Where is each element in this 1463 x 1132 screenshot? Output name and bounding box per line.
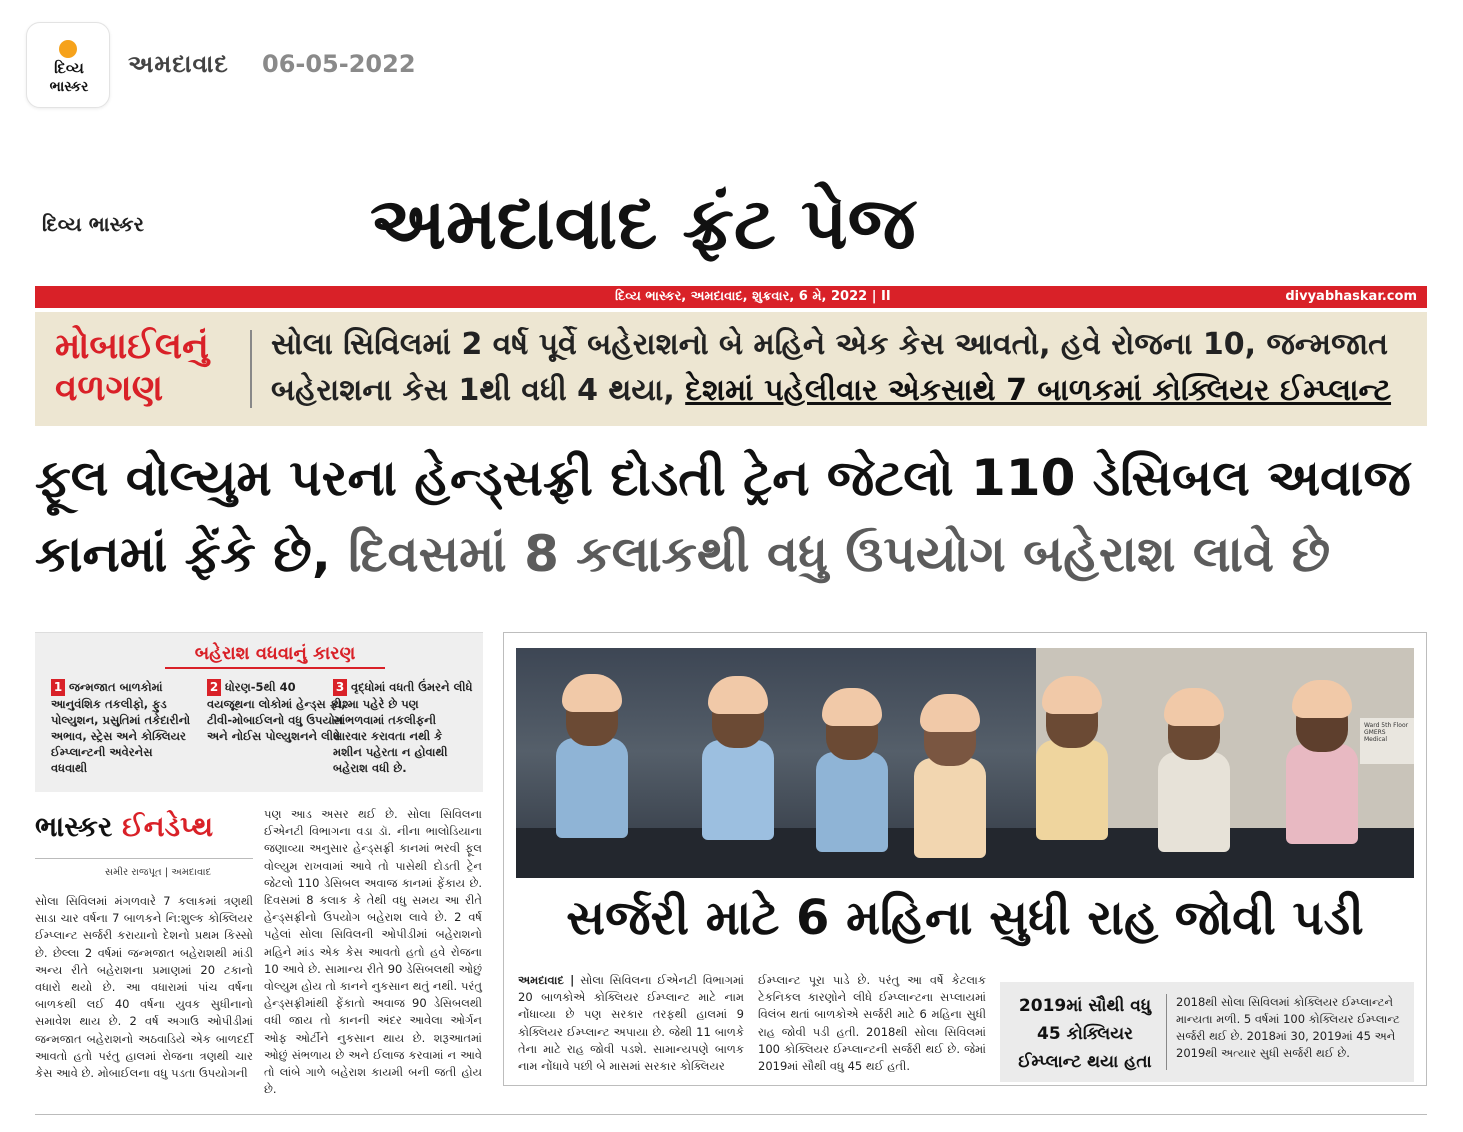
kicker-band bbox=[35, 312, 1427, 426]
reason-number: 1 bbox=[51, 679, 65, 696]
child-gown bbox=[1286, 744, 1358, 844]
article-dateline: અમદાવાદ | bbox=[518, 973, 575, 987]
app-header bbox=[0, 0, 1463, 130]
child-gown bbox=[556, 738, 628, 838]
bandage-icon bbox=[562, 674, 622, 712]
indepth-header bbox=[35, 810, 253, 878]
bottom-rule bbox=[35, 1114, 1427, 1115]
indepth-title-red: ઈનડેપ્થ bbox=[122, 810, 214, 843]
child-gown bbox=[1158, 752, 1230, 852]
reason-item bbox=[207, 679, 347, 744]
child-gown bbox=[816, 752, 888, 852]
kicker-label bbox=[55, 326, 255, 410]
edition-name: અમદાવાદ bbox=[128, 50, 229, 78]
headline-part2: દિવસમાં 8 કલાકથી વધુ ઉપયોગ બહેરાશ લાવે છે bbox=[348, 525, 1331, 583]
child-gown bbox=[1036, 740, 1108, 840]
article-column-3 bbox=[518, 972, 744, 1075]
kicker-text-underlined: દેશમાં પહેલીવાર એકસાથે 7 બાળકમાં કોક્લિયર ઈમ્પ્લાન્ટ bbox=[685, 373, 1392, 408]
kicker-label-line1: મોબાઈલનું bbox=[55, 326, 209, 367]
red-dateline-bar bbox=[35, 286, 1427, 308]
article-column-4: ઈમ્પ્લાન્ટ પૂરા પાડે છે. પરંતુ આ વર્ષે કેટલાક ટેકનિકલ કારણોને લીધે ઈમ્પ્લાન્ટના સપ્લાયમાં વિલંબ થતાં બાળકોએ સર્જરી માટે 6 મહિના સુધી રાહ જોવી પડી હતી. 2018થી સોલા સિવિલમાં 100 કોક્લિયર ઈમ્પ્લાન્ટની સર્જરી થઈ છે. જેમાં 2019માં સૌથી વધુ 45 થઈ હતી. bbox=[758, 973, 986, 1074]
fact-box-text: 2018થી સોલા સિવિલમાં કોક્લિયર ઈમ્પ્લાન્ટને માન્યતા મળી. 5 વર્ષમાં 100 કોક્લિયર ઈમ્પ્લાન્ટ સર્જરી થઈ છે. 2018માં 30, 2019માં 45 અને 2019થી અત્યાર સુધી સર્જરી થઈ છે. bbox=[1176, 995, 1400, 1060]
main-headline bbox=[35, 440, 1427, 592]
article-column-3-text: સોલા સિવિલના ઈએનટી વિભાગમાં 20 બાળકોએ કોક્લિયર ઈમ્પ્લાન્ટ માટે નામ નોંધાવ્યા છે પણ સરકાર તરફથી હાલમાં 9 કોક્લિયર ઈમ્પ્લાન્ટ અપાયા છે. જેથી 11 બાળકે તેના માટે રાહ જોવી પડશે. સામાન્યપણે બાળક નામ નોંધાવે પછી બે માસમાં સરકાર કોક્લિયર bbox=[518, 973, 744, 1074]
edition-date: 06-05-2022 bbox=[262, 50, 416, 78]
bandage-icon bbox=[822, 688, 882, 726]
children-photo bbox=[516, 648, 1414, 878]
bandage-icon bbox=[920, 694, 980, 732]
child-gown bbox=[702, 740, 774, 840]
article-column-1: સોલા સિવિલમાં મંગળવારે 7 કલાકમાં ત્રણથી સાડા ચાર વર્ષના 7 બાળકને નિ:શુલ્ક કોક્લિયર ઈમ્પ્લાન્ટ સર્જરી કરાયાનો દેશનો પ્રથમ કિસ્સો છે. છેલ્લા 2 વર્ષમાં જન્મજાત બહેરાશથી માંડી અન્ય રીતે બહેરાશના પ્રમાણમાં 20 ટકાનો વધારો થયો છે. આ વધારામાં પાંચ વર્ષના બાળકથી લઈ 40 વર્ષના યુવક સુધીનાનો સમાવેશ થાય છે. 2 વર્ષ અગાઉ ઓપીડીમાં જન્મજાત બહેરાશનો અઠવાડિયે એક બાળદર્દી આવતો હતો પરંતુ હાલમાં રોજના ત્રણથી ચાર કેસ આવે છે. મોબાઈલના વધુ પડતા ઉપયોગની bbox=[35, 894, 253, 1081]
reason-number: 3 bbox=[333, 679, 347, 696]
page-title: અમદાવાદ ફ્રંટ પેજ bbox=[370, 181, 916, 265]
divya-bhaskar-app-logo[interactable] bbox=[26, 22, 110, 108]
article-column-2: પણ આડ અસર થઈ છે. સોલા સિવિલના ઈએનટી વિભાગના વડા ડૉ. નીના ભાલોડિયાના જણાવ્યા અનુસાર હેન્ડ્સફ્રી કાનમાં ભરવી ફૂલ વોલ્યુમ રાખવામાં આવે તો પાસેથી દોડતી ટ્રેન જેટલો 110 ડેસિબલ અવાજ કાનમાં ફેંકાય છે. દિવસમાં 8 કલાક કે તેથી વધુ સમય આ રીતે હેન્ડ્સફ્રીનો ઉપયોગ બહેરાશ લાવે છે. 2 વર્ષ પહેલાં સોલા સિવિલની ઓપીડીમાં બહેરાશનો મહિને માંડ એક કેસ આવતો હતો હવે રોજના 10 આવે છે. સામાન્ય રીતે 90 ડેસિબલથી ઓછું વોલ્યુમ હોય તો કાનને નુકસાન થતું નથી. પરંતુ હેન્ડ્સફ્રીમાંથી ફેંકાતો અવાજ 90 ડેસિબલથી વધી જાય તો કાનની અંદર આવેલા ઓર્ગન ઓફ ઓર્ટીને નુકસાન થાય છે. શરૂઆતમાં ઓછું સંભળાય છે અને ઈલાજ કરવામાં ન આવે તો લાંબે ગાળે બહેરાશ કાયમી બની જતી હોય છે. bbox=[264, 807, 482, 1097]
app-logo-line1: દિવ્ય bbox=[54, 59, 84, 77]
reason-text: ધોરણ-5થી 40 વયજૂથના લોકોમાં હેન્ડ્સ ફ્રી, ટીવી-મોબાઈલનો વધુ ઉપયોગ અને નોઈસ પોલ્યુશનને લીધે bbox=[207, 680, 346, 743]
fact-box-divider bbox=[1166, 994, 1167, 1070]
kicker-label-line2: વળગણ bbox=[55, 368, 164, 409]
sun-icon bbox=[59, 40, 77, 58]
app-logo-line2: ભાસ્કર bbox=[49, 79, 89, 95]
kicker-text bbox=[271, 322, 1421, 414]
bandage-icon bbox=[708, 676, 768, 714]
fact-box-title: 2019માં સૌથી વધુ 45 કોક્લિયર ઈમ્પ્લાન્ટ થયા હતા bbox=[1018, 996, 1152, 1072]
kicker-text-main: સોલા સિવિલમાં 2 વર્ષ પૂર્વે બહેરાશનો બે મહિને એક કેસ આવતો, હવે રોજના 10, જન્મજાત બહેરાશના કેસ 1થી વધી 4 થયા, bbox=[271, 327, 1389, 408]
reason-text: વૃદ્ધોમાં વધતી ઉંમરને લીધે ચશ્મા પહેરે છે પણ સાંભળવામાં તકલીફની સારવાર કરાવતા નથી કે મશીન પહેરતા ન હોવાથી બહેરાશ વધી છે. bbox=[333, 680, 473, 775]
fact-box bbox=[1000, 982, 1414, 1082]
reasons-box bbox=[35, 632, 483, 792]
reason-number: 2 bbox=[207, 679, 221, 696]
reason-item bbox=[51, 679, 191, 776]
reason-text: જન્મજાત બાળકોમાં આનુવંશિક તકલીફો, ફુડ પોલ્યુશન, પ્રસુતિમાં તકેદારીનો અભાવ, સ્ટ્રેસ અને કોક્લિયર ઈમ્પ્લાન્ટની અવેરનેસ વધવાથી bbox=[51, 680, 191, 775]
child-gown bbox=[914, 758, 986, 858]
kicker-divider bbox=[250, 330, 252, 408]
paper-logo: દિવ્ય ભાસ્કર bbox=[42, 212, 144, 236]
ward-sign: Ward 5th Floor GMERS Medical bbox=[1360, 718, 1414, 764]
print-dateline: દિવ્ય ભાસ્કર, અમદાવાદ, શુક્રવાર, 6 મે, 2022 | II bbox=[615, 289, 891, 304]
indepth-title-black: ભાસ્કર bbox=[35, 810, 123, 843]
byline: સમીર રાજપૂત | અમદાવાદ bbox=[35, 858, 253, 878]
reason-item bbox=[333, 679, 473, 776]
reasons-title: બહેરાશ વધવાનું કારણ bbox=[165, 643, 385, 669]
photo-headline: સર્જરી માટે 6 મહિના સુધી રાહ જોવી પડી bbox=[566, 890, 1364, 946]
indepth-title bbox=[35, 810, 253, 844]
headline-part1: ફૂલ વોલ્યુમ પરના હેન્ડ્સફ્રી દોડતી ટ્રેન જેટલો 110 ડેસિબલ અવાજ કાનમાં ફેંકે છે, bbox=[35, 449, 1411, 583]
website-label: divyabhaskar.com bbox=[1285, 289, 1417, 304]
